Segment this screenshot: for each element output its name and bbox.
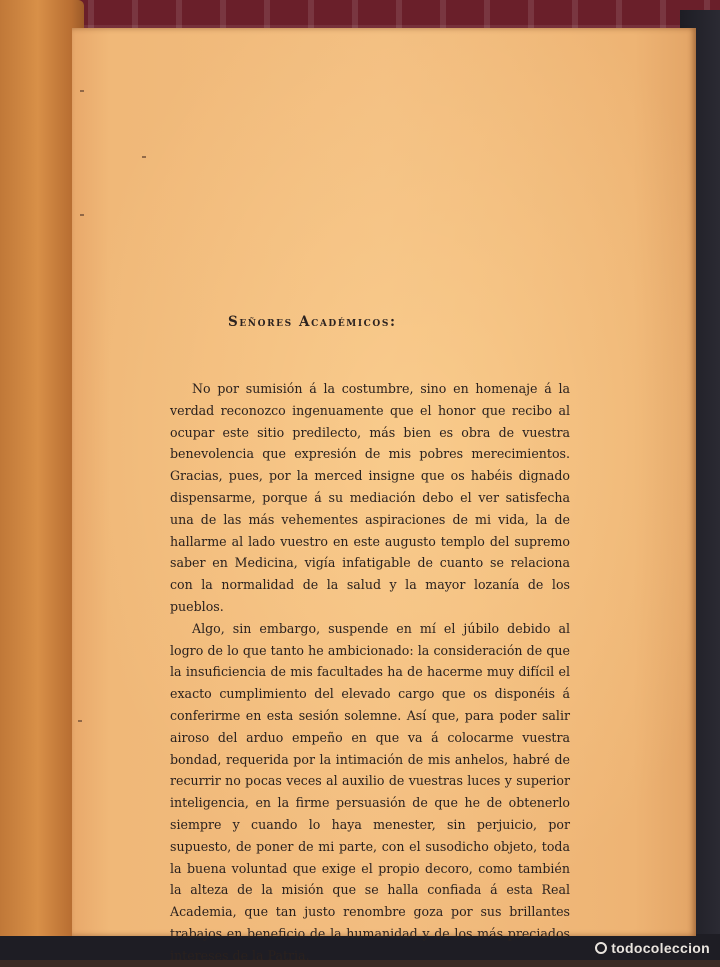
paragraph-1: No por sumisión á la costumbre, sino en homenaje á la verdad reconozco ingenuamente que el honor que recibo al ocupar este sitio predilecto, más bien es obra de vuestra benevolencia que expresión de mis pobres merecimientos. Gracias, pues, por la merced insigne que os habéis dignado dispensarme, porque á su mediación debo el ver satisfecha una de las más vehementes aspiraciones de mi vida, la de hallarme al lado vuestro en este augusto templo del supremo saber en Medicina, vigía infatigable de cuanto se relaciona con la normalidad de la salud y la mayor lozanía de los pueblos.: [170, 381, 570, 614]
watermark-text: todocoleccion: [611, 940, 710, 956]
page-mark: [78, 720, 82, 722]
site-watermark: [595, 940, 710, 956]
speech-text: [170, 378, 570, 967]
page-mark: [142, 156, 146, 158]
circle-logo-icon: [595, 942, 607, 954]
salutation-heading: Señores Académicos:: [228, 314, 397, 330]
page-mark: [80, 214, 84, 216]
paragraph-2: Algo, sin embargo, suspende en mí el júbilo debido al logro de lo que tanto he ambicionado: la consideración de que la insuficiencia de mis facultades ha de hacerme muy difícil el exacto cumplimiento del elevado cargo que os disponéis á conferirme en esta sesión solemne. Así que, para poder salir airoso del arduo empeño en que va á colocarme vuestra bondad, requerida por la intimación de mis anhelos, habré de recurrir no pocas veces al auxilio de vuestras luces y superior inteligencia, en la firme persuasión de que he de obtenerlo siempre y cuando lo haya menester, sin perjuicio, por supuesto, de poner de mi parte, con el susodicho objeto, toda la buena voluntad que exige el propio decoro, como también la alteza de la misión que se halla confiada á esta Real Academia, que tan justo renombre goza por sus brillantes trabajos en beneficio de la humanidad y de los más preciados intereses de la Patria.: [170, 620, 570, 963]
page-mark: [80, 90, 84, 92]
